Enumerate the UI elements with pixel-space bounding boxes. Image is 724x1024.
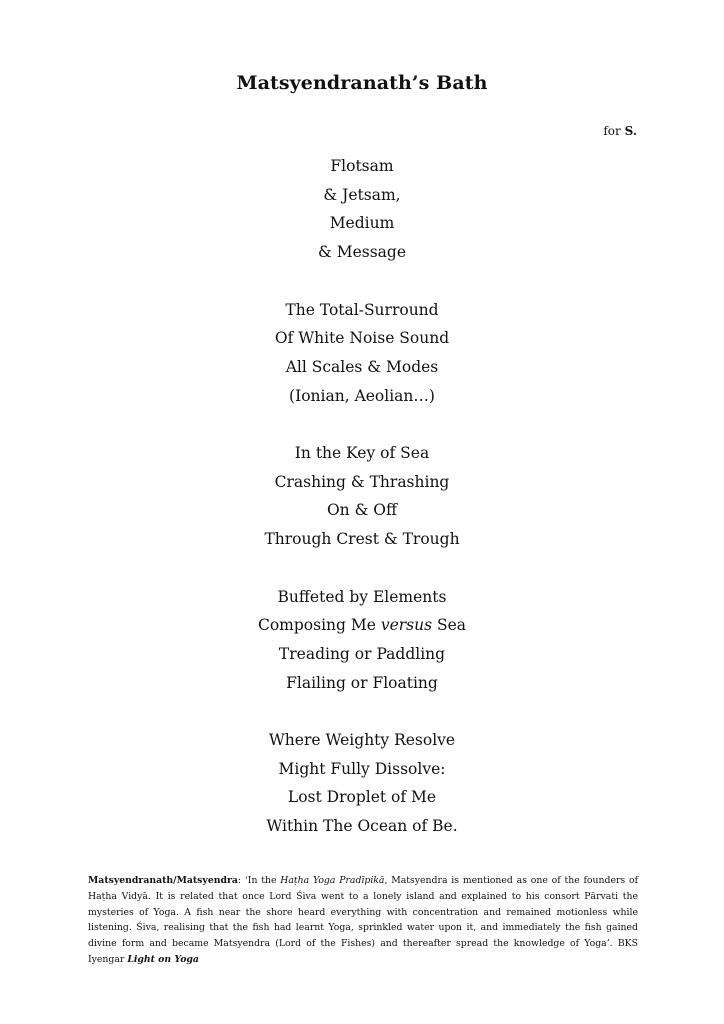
poem-line: The Total-Surround [285, 300, 439, 319]
footnote-book-title: Light on Yoga [127, 953, 199, 965]
stanza-5 [0, 726, 724, 841]
poem-line: Flotsam [330, 157, 394, 175]
footnote-text: : ‘In the [237, 875, 281, 886]
poem-line: Might Fully Dissolve: [278, 759, 446, 778]
poem-line: Where Weighty Resolve [268, 731, 456, 749]
poem-line: Buffeted by Elements [277, 587, 447, 606]
footnote [88, 873, 638, 968]
line-text: Composing Me [257, 616, 381, 635]
poem-title: Matsyendranath’s Bath [236, 72, 488, 94]
poem-line: (Ionian, Aeolian…) [289, 386, 435, 405]
poem-line: Flailing or Floating [286, 673, 438, 692]
stanza-1 [0, 152, 724, 267]
footnote-term: Matsyendranath/Matsyendra [88, 875, 238, 886]
poem-line: Medium [329, 214, 395, 233]
poem-line: & Message [317, 243, 406, 262]
poem-line: Treading or Paddling [278, 644, 446, 663]
stanza-3 [0, 439, 724, 554]
poem-line: Crashing & Thrashing [274, 472, 450, 491]
line-text: Sea [432, 616, 467, 635]
poem-line: In the Key of Sea [294, 444, 430, 462]
poem-line: & Jetsam, [323, 185, 401, 204]
footnote-book-title: Haṭha Yoga Pradīpikā [280, 875, 385, 886]
stanza-4 [0, 583, 724, 698]
poem-line: Through Crest & Trough [264, 530, 460, 549]
poem-line: Of White Noise Sound [274, 329, 450, 348]
poem-line: Lost Droplet of Me [287, 788, 437, 807]
poem-line: On & Off [326, 501, 398, 520]
dedication-prefix: for [603, 124, 625, 138]
dedication [603, 124, 637, 138]
dedication-name: S. [624, 124, 637, 138]
poem-line: Within The Ocean of Be. [266, 817, 458, 836]
poem-line: All Scales & Modes [285, 357, 439, 376]
footnote-text: , Matsyendra is mentioned as one of the founders of Haṭha Vidyā. It is related that once Lord Śiva went to a lonely island and explained to his consort Pārvati the mysteries of Yoga. A fish near the shore heard everything with concentration and remained motionless while listening. Śiva, realising that the fish had learnt Yoga, sprinkled water upon it, and immediately the fish gained divine form and became Matsyendra (Lord of the Fishes) and thereafter spread the knowledge of Yoga’. BKS Iyengar [88, 875, 639, 965]
poem-line [0, 611, 724, 640]
emphasis-versus: versus [380, 616, 433, 635]
poem-body [0, 152, 724, 841]
stanza-2 [0, 296, 724, 411]
